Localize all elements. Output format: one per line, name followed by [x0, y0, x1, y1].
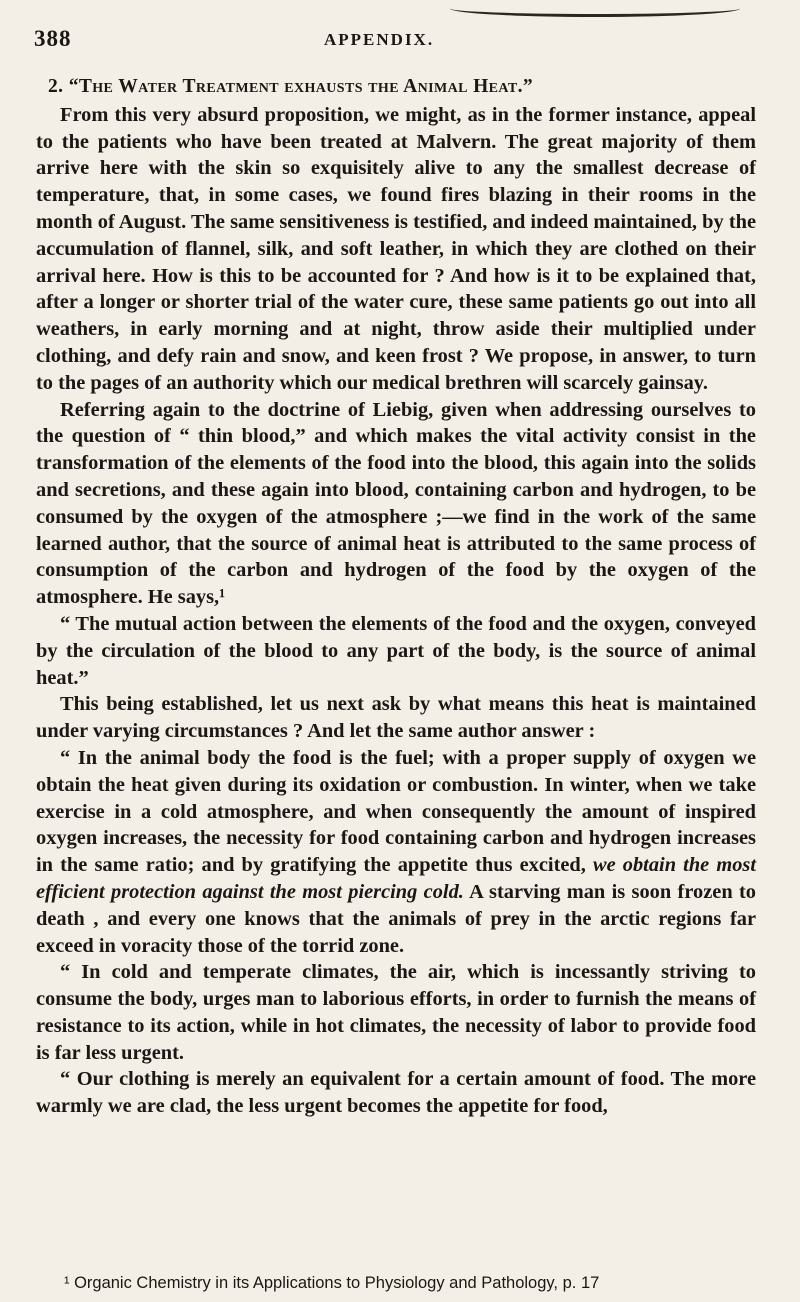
- paragraph-text: A starving man is soon frozen to death , and every one knows that the animals of prey in the arctic regions far exceed in voracity those of the torrid zone.: [36, 880, 756, 957]
- page-number: 388: [34, 26, 72, 51]
- paragraph: “ Our clothing is merely an equivalent for a certain amount of food. The more warmly we are clad, the less urgent becomes the appetite for food,: [36, 1068, 756, 1118]
- page-header: [34, 26, 760, 56]
- running-title: APPENDIX.: [324, 30, 435, 49]
- italic-phrase: we obtain the most efficient protection against the most piercing cold.: [36, 854, 756, 903]
- body-text: [36, 74, 756, 1120]
- paragraph-text: “ In the animal body the food is the fuel; with a proper supply of oxygen we obtain the heat given during its oxidation or combustion. In winter, when we take exercise in a cold atmosphere, and when consequently the amount of inspired oxygen increases, the necessity for food containing carbon and hydrogen increases in the same ratio; and by gratifying the appetite thus excited,: [36, 746, 756, 877]
- paragraph: “ The mutual action between the elements of the food and the oxygen, conveyed by the circulation of the blood to any part of the body, is the source of animal heat.”: [36, 612, 756, 689]
- paragraph: Referring again to the doctrine of Liebig, given when addressing ourselves to the question of “ thin blood,” and which makes the vital activity consist in the transformation of the elements of the food into the blood, this again into the solids and secretions, and these again into blood, containing carbon and hydrogen, to be consumed by the oxygen of the atmosphere ;—we find in the work of the same learned author, that the source of animal heat is attributed to the same process of consumption of the carbon and hydrogen of the food by the oxygen of the atmosphere. He says,¹: [36, 398, 756, 609]
- paragraph: “ In cold and temperate climates, the air, which is incessantly striving to consume the body, urges man to laborious efforts, in order to furnish the means of resistance to its action, while in hot climates, the necessity of labor to provide food is far less urgent.: [36, 961, 756, 1064]
- page-edge-mark: [450, 0, 740, 17]
- paragraph: From this very absurd proposition, we might, as in the former instance, appeal to the patients who have been treated at Malvern. The great majority of them arrive here with the skin so exquisitely alive to any the smallest decrease of temperature, that, in some cases, we found fires blazing in their rooms in the month of August. The same sensitiveness is testified, and indeed maintained, by the accumulation of flannel, silk, and soft leather, in which they are clothed on their arrival here. How is this to be accounted for ? And how is it to be explained that, after a longer or shorter trial of the water cure, these same patients go out into all weathers, in early morning and at night, throw aside their multiplied under clothing, and defy rain and snow, and keen frost ? We propose, in answer, to turn to the pages of an authority which our medical brethren will scarcely gainsay.: [36, 103, 756, 394]
- paragraph: This being established, let us next ask by what means this heat is maintained under varying circumstances ? And let the same author answer :: [36, 693, 756, 743]
- footnote: ¹ Organic Chemistry in its Applications to Physiology and Pathology, p. 17: [64, 1274, 600, 1292]
- paragraph: [36, 745, 756, 959]
- section-heading: 2. “The Water Treatment exhausts the Animal Heat.”: [48, 76, 534, 97]
